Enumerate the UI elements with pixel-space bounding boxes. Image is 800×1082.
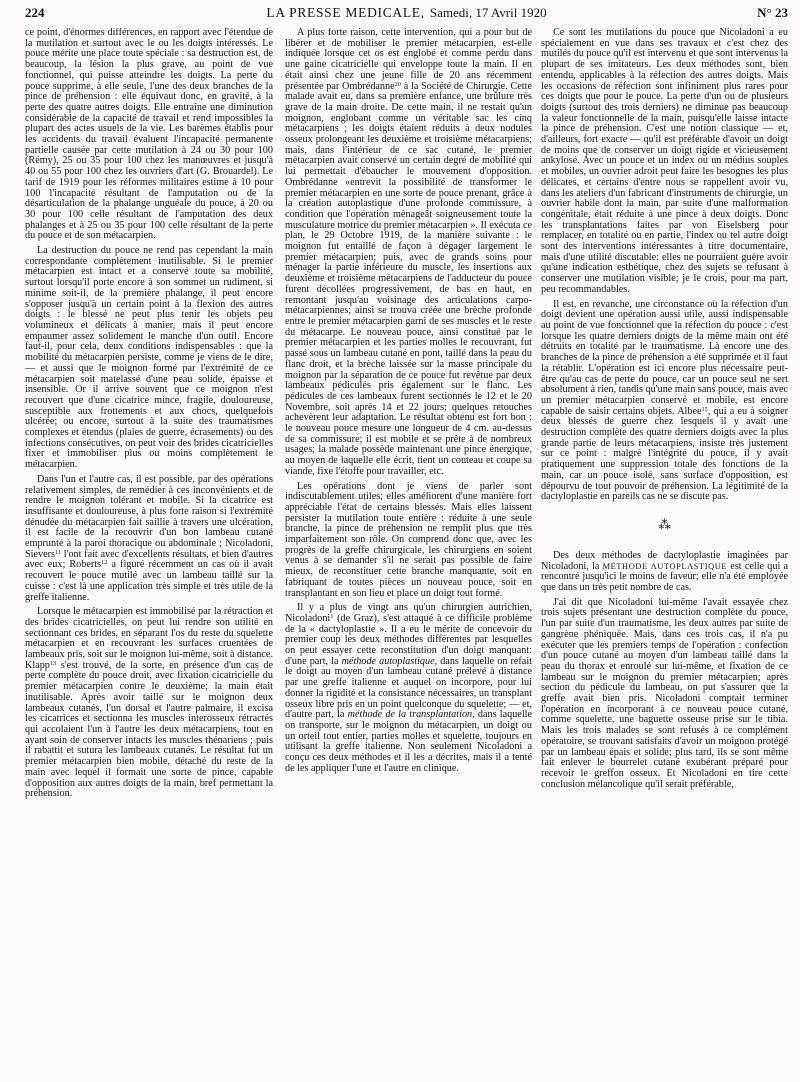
section-break-asterism: ⁂ <box>658 517 671 533</box>
footnote-ref: 12 <box>101 559 108 567</box>
footnote-ref: 20 <box>394 80 401 88</box>
paragraph-text: s'est trouvé, de la sorte, en présence d'un cas de perte complète du pouce droit, avec fixation cicatricielle du premier métacarpien contre le deuxième; la main était inutilisable. Après avoir taillé sur le moignon deux lambeaux cutanés, l'un dorsal et l'autre palmaire, il excisa les cicatrices et sectionna les muscles interosseux rétractés qui accolaient l'un à l'autre les deux métacarpiens, tout en ayant soin de conserver intacts les muscles thénariens ; puis il rabattit et sutura les lambeaux cutanés. Le résultat fut un premier métacarpien bien mobile, détaché du reste de la main avec lequel il formait une sorte de pince, capable d'opposition aux autres doigts de la main, bref permettant la préhension. <box>25 659 273 800</box>
paragraph-text: l'ont fait avec d'excellents résultats, et bien d'autres avec eux; Roberts <box>25 548 273 571</box>
paragraph: La destruction du pouce ne rend pas cependant la main correspondante complètement inutilisable. Si le premier métacarpien est intact et a conservé toute sa mobilité, surtout lorsqu'il porte encore à son sommet un rudiment, si minime soit-il, de la première phalange, il peut encore s'opposer jusqu'à un certain point à la flexion des autres doigts : le blessé ne peut plus tenir les objets peu volumineux et délicats à manier, mais il peut encore empaumer assez solidement le manche d'un outil. Encore faut-il, pour cela, deux conditions indispensables : que la mobilité du métacarpien persiste, comme je viens de le dire, — et aussi que le moignon formé par l'extrémité de ce métacarpien soit matelassé d'une peau solide, épaisse et insensible. Or il arrive souvent que ce moignon n'est recouvert que d'une cicatrice mince, fragile, douloureuse, susceptible aux frottements et aux chocs, quelquefois ulcérée; ou encore, surtout à la suite des traumatismes complexes et étendus (plaies de guerre, écrasements) ou des infections consécutives, on peut voir des brides cicatricielles fixer et immobiliser plus ou moins complètement le métacarpien. <box>25 245 273 471</box>
paragraph: Ce sont les mutilations du pouce que Nicoladoni a eu spécialement en vue dans ses travaux et c'est chez des mutilés du pouce qu'il est intervenu et que sont intervenus la plupart de ses imitateurs. Les deux méthodes sont, bien entendu, applicables à la réfection des autres doigts. Mais les occasions de réfection sont infiniment plus rares pour ces doigts que pour le pouce. La perte d'un ou de plusieurs doigts (surtout des trois derniers) ne diminue pas beaucoup la valeur fonctionnelle de la main, puisqu'elle laisse intacte la pince de préhension. C'est une notion classique — et, d'ailleurs, fort exacte — qu'il est préférable d'avoir un doigt de moins que de conserver un doigt rigide et vicieusement ankylosé. Avec un pouce et un index ou un médius souples et mobiles, un ouvrier adroit peut faire les besognes les plus délicates, et certains d'entre nous se rappellent avoir vu, dans les ateliers d'un fabricant d'instruments de chirurgie, un ouvrier habile dont la main, par suite d'une malformation congénitale, était réduite à une pince à deux doigts. Donc les transplantations faites par von Eiselsberg pour remplacer, en totalité ou en partie, l'index ou tel autre doigt sont des interventions intéressantes à titre documentaire, mais d'une utilité discutable: elles ne pourraient guère avoir qu'une indication esthétique, chez des sujets se refusant à conserver une mutilation visible; je le crois, pour ma part, peu recommandables. <box>541 28 788 295</box>
issue-number: N° 23 <box>757 5 788 20</box>
page-number: 224 <box>25 5 45 20</box>
running-head <box>25 4 788 22</box>
footnote-ref: 13 <box>49 659 57 667</box>
paragraph: Les opérations dont je viens de parler sont indiscutablement utiles; elles améliorent d'une manière fort appréciable l'état de certains blessés. Mais elles laissent persister la mutilation toute entière : réduite à une seule branche, la pince de préhension ne remplit plus que très imparfaitement son rôle. On comprend donc que, avec les progrès de la greffe chirurgicale, les chirurgiens en soient venus à se demander s'il ne serait pas possible de faire mieux, de reconstituer cette branche manquante, soit en fabriquant de toutes pièces un nouveau pouce, soit en transplantant en son lieu et place un doigt tout formé. <box>285 480 532 599</box>
small-caps-term: MÉTHODE AUTOPLASTIQUE <box>602 561 728 571</box>
paragraph-text: (de Graz), s'est attaqué à ce difficile problème de la « dactyloplastie ». Il a eu le mérite de concevoir du premier coup les deux méthodes différentes par lesquelles on peut essayer cette reconstitution d'un doigt manquant: d'une part, la <box>285 612 532 667</box>
italic-term: méthode de la transplantation <box>347 709 473 721</box>
paragraph: ce point, d'énormes différences, en rapport avec l'étendue de la mutilation et surtout avec le ou les doigts intéressés. Le pouce mérite une place toute spéciale : sa destruction est, de beaucoup, la lésion la plus grave, au point de vue fonctionnel, qui puisse atteindre les doigts. La perte du pouce supprime, à elle seule, l'une des deux branches de la pince de préhension : elle équivaut donc, en gravité, à la perte des quatre autres doigts. Elle entraîne une diminution considérable de la capacité de travail et rend impossibles la plupart des actes usuels de la vie. Les barèmes établis pour les accidents du travail évaluent l'incapacité permanente partielle causée par cette mutilation à 24 ou 30 pour 100 (Rémy), 25 ou 35 pour 100 chez les manœuvres et jusqu'à 40 ou 55 pour 100 chez les ouvriers d'art (G. Brouardel). Le tarif de 1919 pour les réformes militaires estime à 10 pour 100 l'incapacité résultant de l'amputation ou de la désarticulation de la phalange unguéale du pouce, à 20 ou 30 pour 100 celle résultant de l'amputation des deux phalanges et à 25 ou 35 pour 100 celle résultant de la perte du pouce et de son métacarpien. <box>25 28 273 242</box>
footnote-ref: 11 <box>55 548 62 556</box>
paragraph-text: , dans laquelle on transporte, sur le moignon du métacarpien, un doigt ou un orteil tout entier, parties molles et squelette, toujours en utilisant la greffe italienne. Non seulement Nicoladoni a conçu ces deux méthodes et il les a décrites, mais il a tenté de les appliquer l'une et l'autre en clinique. <box>285 709 532 774</box>
paragraph-text: Il y a plus de vingt ans qu'un chirurgien autrichien, Nicoladoni <box>285 602 532 624</box>
paragraph <box>285 28 532 478</box>
paragraph: J'ai dit que Nicoladoni lui-même l'avait essayée chez trois sujets présentant une destruction complète du pouce, l'un par suite d'un traumatisme, les deux autres par suite de gangrène phéniquée. Mais, dans ces trois cas, il n'a pu exécuter que les premiers temps de l'opération : confection d'un pouce cutané au moyen d'un lambeau taillé dans la peau du thorax et enroulé sur lui-même, et fixation de ce lambeau sur le moignon du premier métacarpien; après section du pédicule du lambeau, on put s'assurer que la greffe avait bien pris. Nicoladoni comptait terminer l'opération en incorporant à ce nouveau pouce cutané, comme squelette, une baguette osseuse prise sur le tibia. Mais les trois malades se sont refusés à ce complément opératoire, se trouvant satisfaits d'avoir un moignon protégé par un lambeau épais et solide; plus tard, ils se sont même fait enlever le bourrelet cutané exubérant préparé pour recevoir le greffon osseux. Et Nicoladoni en tire cette conclusion mélancolique qu'il serait préférable, <box>541 596 788 790</box>
paragraph-text: , qui a eu à soigner deux blessés de guerre chez lesquels il y avait une destruction complète des quatre derniers doigts avec la plus grande partie de leurs métacarpiens, insiste très justement sur ce point : malgré l'intégrité du pouce, il y avait pratiquement une suppression totale des fonctions de la main, car un pouce isolé, sans surface d'opposition, est dépourvu de tout pouvoir de préhension. La légitimité de la dactyloplastie en pareils cas ne se discute pas. <box>541 405 788 503</box>
paragraph <box>25 475 273 603</box>
journal-masthead <box>25 4 788 22</box>
column-2 <box>285 28 532 1078</box>
paragraph-text: Des deux méthodes de dactyloplastie imaginées par Nicoladoni, la <box>541 549 788 572</box>
paragraph-text: Dans l'un et l'autre cas, il est possible, par des opérations relativement simples, de remédier à ces inconvénients et de rendre le moignon tolérant et mobile. Si la cicatrice est insuffisante et douloureuse, à plus forte raison si l'extrémité dénudée du métacarpien fait saillie à travers une ulcération, il est facile de la recouvrir d'un bon lambeau cutané emprunté à la paroi thoracique ou abdominale ; Nicoladoni, Sievers <box>25 473 273 560</box>
paragraph-text: à la Société de Chirurgie. Cette malade avait eu, dans sa première enfance, une brûlure très grave de la main droite. De cette main, il ne restait qu'un moignon, englobant comme un véritable sac les cinq métacarpiens ; les doigts étaient réduits à deux nodules osseux prolongeant les deuxième et troisième métacarpiens; mais, dans l'intérieur de ce sac cutané, le premier métacarpien avait conservé un certain degré de mobilité qui lui permettait d'ébaucher le mouvement d'opposition. Ombrédanne «entrevit la possibilité de transformer le premier métacarpien en une sorte de pouce prenant, grâce à la création autoplastique d'une profonde commissure, à condition que l'opération ménageât soigneusement toute la musculature motrice du premier métacarpien ». Il exécuta ce plan, le 29 Octobre 1919, de la manière suivante : le moignon fut entaillé de façon à dégager largement le premier métacarpien; puis, avec de grands soins pour ménager la partie inférieure du muscle, les insertions aux deuxième et troisième métacarpiens de l'adducteur du pouce furent décollées progressivement, de bas en haut, en remontant jusqu'au voisinage des articulations carpo-métacarpiennes; ainsi se trouva créée une brèche profonde entre le premier métacarpien garni de ses muscles et le reste du métacarpe. Le nouveau pouce, ainsi constitué par le premier métacarpien et les parties molles le recouvrant, fut passé sous un lambeau cutané en pont, taillé dans la peau du flanc droit, et la brèche laissée sur la masse principale du moignon par la séparation de ce pouce fut revêtue par deux lambeaux pédiculés pris également sur le flanc. Les pédicules de ces lambeaux furent sectionnés le 12 et le 20 Novembre, soit après 14 et 22 jours; quelques retouches achevèrent leur adaptation. Le résultat obtenu est fort bon : le nouveau pouce mesure une longueur de 4 cm. au-dessus de sa commissure; il est mobile et se prête à de nombreux usages; la malade possède maintenant une pince énergique, au moyen de laquelle elle écrit, tient un couteau et coupe sa viande, fixe l'étoffe pour travailler, etc. <box>285 80 532 477</box>
paragraph-text: Il est, en revanche, une circonstance où la réfection d'un doigt devient une opération aussi utile, aussi indispensable au point de vue fonctionnel que la réfection du pouce : c'est lorsque les quatre derniers doigts de la même main ont été détruits en totalité par le traumatisme. Là encore une des branches de la pince de préhension a été supprimée et il faut la rétablir. L'opération est ici encore plus nécessaire peut-être qu'au cas de perte du pouce, car un pouce seul ne sert absolument à rien, tandis qu'une main sans pouce, mais avec un premier métacarpien conservé et mobile, est encore capable de saisir certains objets. Albee <box>541 298 788 417</box>
italic-term: méthode autoplastique <box>341 655 435 667</box>
paragraph-text: A plus forte raison, cette intervention, qui a pour but de libérer et de mobiliser le premier métacarpien, est-elle indiquée lorsque cet os est englobé et comme perdu dans une gaine cicatricielle qui enveloppe toute la main. Il en était ainsi chez une jeune fille de 20 ans récemment présentée par Ombrédanne <box>285 28 532 92</box>
column-3 <box>541 28 788 1078</box>
footnote-ref: 15 <box>701 405 708 413</box>
paragraph-text: a figuré récemment un cas où il avait recouvert le pouce mutilé avec un lambeau taillé sur la cuisse : c'est là une application très simple et très utile de la greffe italienne. <box>25 559 273 603</box>
paragraph <box>541 300 788 503</box>
journal-title: LA PRESSE MEDICALE, <box>266 5 425 20</box>
paragraph-text: , dans laquelle on refait le doigt au moyen d'un lambeau cutané prélevé à distance par une greffe italienne et auquel on incorpore, pour lui donner la rigidité et la consistance nécessaires, un transplant osseux libre pris en un point quelconque du squelette; — et, d'autre part, la <box>285 655 532 721</box>
issue-date: Samedi, 17 Avril 1920 <box>429 5 547 20</box>
paragraph <box>541 551 788 594</box>
paragraph <box>285 603 532 774</box>
paragraph-text: est celle qui a rencontré jusqu'ici le moins de faveur; elle n'a été employée que dans un très petit nombre de cas. <box>541 560 788 594</box>
column-1 <box>25 28 273 1078</box>
footnote-ref: 1 <box>330 612 334 620</box>
paragraph-text: Lorsque le métacarpien est immobilisé par la rétraction et des brides cicatricielles, on peut lui rendre son utilité en sectionnant ces brides, en séparant l'os du reste du squelette métacarpien et en recouvrant les surfaces cruentées de lambeaux pris, soit sur le moignon lui-même, soit à distance. Klapp <box>25 606 273 671</box>
paragraph <box>25 607 273 800</box>
